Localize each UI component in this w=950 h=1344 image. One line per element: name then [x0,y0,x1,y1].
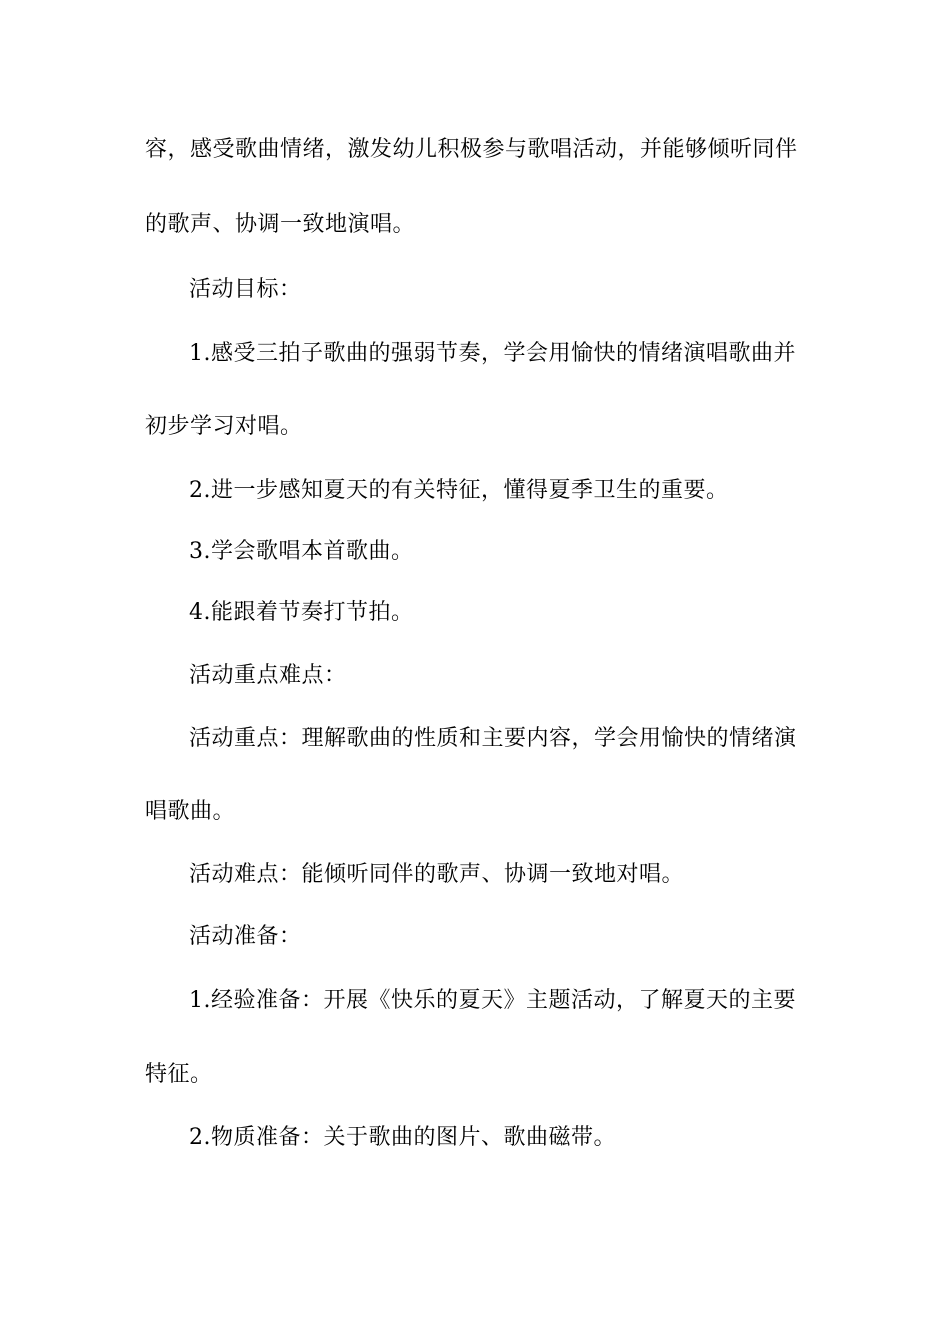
text-line-intro-continued: 容，感受歌曲情绪，激发幼儿积极参与歌唱活动，并能够倾听同伴 [145,137,798,162]
preparation-1-line-2: 特征。 [145,1062,213,1087]
preparation-2: 2.物质准备：关于歌曲的图片、歌曲磁带。 [189,1125,616,1150]
text-line-intro-end: 的歌声、协调一致地演唱。 [145,212,416,237]
heading-key-difficult-points: 活动重点难点： [189,663,347,688]
heading-activity-preparation: 活动准备： [189,924,302,949]
difficult-point: 活动难点：能倾听同伴的歌声、协调一致地对唱。 [189,862,685,887]
goal-1-line-1: 1.感受三拍子歌曲的强弱节奏，学会用愉快的情绪演唱歌曲并 [189,341,796,366]
heading-activity-goals: 活动目标： [189,277,302,302]
goal-4: 4.能跟着节奏打节拍。 [189,600,414,625]
goal-3: 3.学会歌唱本首歌曲。 [189,539,414,564]
preparation-1-line-1: 1.经验准备：开展《快乐的夏天》主题活动，了解夏天的主要 [189,988,796,1013]
goal-2: 2.进一步感知夏天的有关特征，懂得夏季卫生的重要。 [189,478,729,503]
key-point-line-1: 活动重点：理解歌曲的性质和主要内容，学会用愉快的情绪演 [189,726,797,751]
goal-1-line-2: 初步学习对唱。 [145,414,303,439]
key-point-line-2: 唱歌曲。 [145,799,236,824]
